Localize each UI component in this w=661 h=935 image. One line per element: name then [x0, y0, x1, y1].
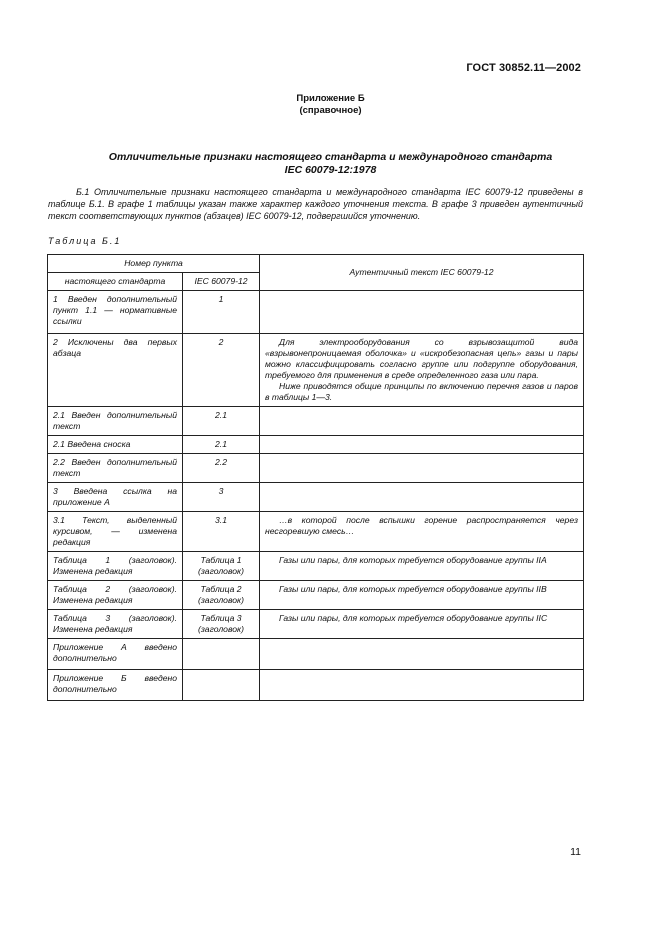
cell-authentic-text [260, 670, 584, 701]
header-iec-standard: IEC 60079-12 [183, 273, 260, 291]
cell-iec-clause: 2.1 [183, 436, 260, 454]
annex-subtitle: (справочное) [299, 105, 362, 116]
cell-iec-clause: 2.2 [183, 454, 260, 483]
cell-iec-clause: 3.1 [183, 512, 260, 552]
table-row [48, 512, 584, 552]
cell-authentic-text [260, 581, 584, 610]
cell-authentic-text [260, 454, 584, 483]
cell-authentic-text [260, 552, 584, 581]
cell-iec-clause [183, 639, 260, 670]
cell-this-standard: 2.2 Введен дополнительный текст [48, 454, 183, 483]
cell-this-standard: Приложение Б введено дополнительно [48, 670, 183, 701]
cell-this-standard: 1 Введен дополнительный пункт 1.1 — нормативные ссылки [48, 291, 183, 334]
cell-authentic-text [260, 407, 584, 436]
table-row [48, 581, 584, 610]
annex-heading [0, 93, 661, 117]
table-row [48, 291, 584, 334]
cell-iec-clause: Таблица 1 (заголовок) [183, 552, 260, 581]
document-code: ГОСТ 30852.11—2002 [466, 62, 581, 74]
authentic-text-paragraph: Газы или пары, для которых требуется оборудование группы IIA [279, 555, 547, 565]
authentic-text-paragraph: …в которой после вспышки горение распространяется через несгоревшую смесь… [265, 515, 579, 536]
cell-iec-clause [183, 670, 260, 701]
cell-this-standard: 2 Исключены два первых абзаца [48, 334, 183, 407]
table-row [48, 610, 584, 639]
table-row [48, 552, 584, 581]
cell-this-standard: Приложение А введено дополнительно [48, 639, 183, 670]
cell-this-standard: Таблица 1 (заголовок). Изменена редакция [48, 552, 183, 581]
cell-this-standard: 2.1 Введена сноска [48, 436, 183, 454]
cell-authentic-text [260, 639, 584, 670]
table-row [48, 334, 584, 407]
table-header-row [48, 255, 584, 273]
authentic-text-paragraph: Газы или пары, для которых требуется оборудование группы IIC [279, 613, 548, 623]
cell-this-standard: Таблица 3 (заголовок). Изменена редакция [48, 610, 183, 639]
table-caption: Таблица Б.1 [48, 236, 122, 246]
annex-title: Приложение Б [296, 93, 365, 104]
document-title-line-1: Отличительные признаки настоящего стандарта и международного стандарта [108, 151, 553, 163]
intro-paragraph [48, 186, 583, 222]
cell-this-standard: Таблица 2 (заголовок). Изменена редакция [48, 581, 183, 610]
intro-text: Б.1 Отличительные признаки настоящего стандарта и международного стандарта IEC 60079-12 приведены в таблице Б.1. В графе 1 таблицы указан также характер каждого уточнения текста. В графе 3 приведен аутентичный текст соответствующих пунктов (абзацев) IEC 60079-12, подвергшийся уточнению. [48, 187, 583, 221]
table-row [48, 436, 584, 454]
table-row [48, 454, 584, 483]
cell-iec-clause: 3 [183, 483, 260, 512]
table-row [48, 639, 584, 670]
cell-this-standard: 3.1 Текст, выделенный курсивом, — изменена редакция [48, 512, 183, 552]
cell-iec-clause: 1 [183, 291, 260, 334]
authentic-text-paragraph-1: Для электрооборудования со взрывозащитой вида «взрывонепроницаемая оболочка» и «искробезопасная цепь» газы и пары можно классифицировать согласно группе или подгруппе оборудования, требуемого для применения в среде определенного газа или пара. [265, 337, 579, 380]
cell-iec-clause: 2 [183, 334, 260, 407]
cell-iec-clause: Таблица 3 (заголовок) [183, 610, 260, 639]
cell-authentic-text [260, 334, 584, 407]
cell-authentic-text [260, 436, 584, 454]
header-this-standard: настоящего стандарта [48, 273, 183, 291]
cell-authentic-text [260, 512, 584, 552]
cell-authentic-text [260, 483, 584, 512]
authentic-text-paragraph-2: Ниже приводятся общие принципы по включению перечня газов и паров в таблицы 1—3. [265, 381, 579, 402]
comparison-table [47, 254, 584, 701]
header-clause-number: Номер пункта [48, 255, 260, 273]
table-row [48, 407, 584, 436]
table-row [48, 483, 584, 512]
header-authentic-text: Аутентичный текст IEC 60079-12 [260, 255, 584, 291]
page-number: 11 [570, 846, 581, 858]
cell-this-standard: 2.1 Введен дополнительный текст [48, 407, 183, 436]
cell-iec-clause: 2.1 [183, 407, 260, 436]
document-title [0, 151, 661, 176]
cell-authentic-text [260, 610, 584, 639]
cell-this-standard: 3 Введена ссылка на приложение А [48, 483, 183, 512]
cell-iec-clause: Таблица 2 (заголовок) [183, 581, 260, 610]
document-title-line-2: IEC 60079-12:1978 [284, 163, 377, 176]
table-row [48, 670, 584, 701]
cell-authentic-text [260, 291, 584, 334]
authentic-text-paragraph: Газы или пары, для которых требуется оборудование группы IIB [279, 584, 547, 594]
